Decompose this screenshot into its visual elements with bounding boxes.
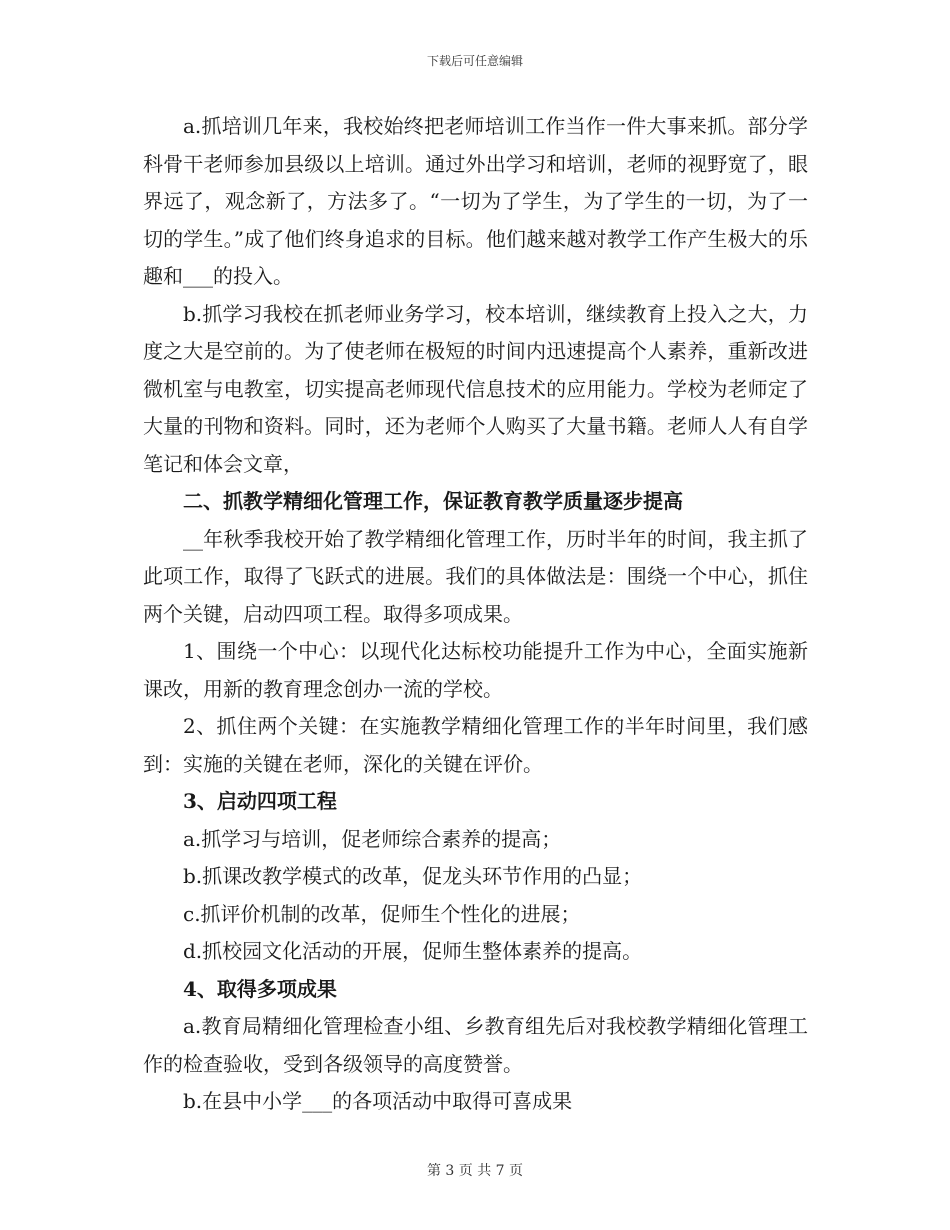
paragraph-one-center: 1、围绕一个中心：以现代化达标校功能提升工作为中心，全面实施新课改，用新的教育理念创办一流的学校。: [143, 639, 808, 701]
section-heading-two: 二、抓教学精细化管理工作，保证教育教学质量逐步提高: [183, 489, 683, 513]
paragraph-fine-management: __年秋季我校开始了教学精细化管理工作，历时半年的时间，我主抓了此项工作，取得了飞跃式的进展。我们的具体做法是：围绕一个中心，抓住两个关键，启动四项工程。取得多项成果。: [143, 526, 808, 626]
achievement-item-b: b.在县中小学___的各项活动中取得可喜成果: [183, 1089, 573, 1113]
subheading-achievements: 4、取得多项成果: [183, 976, 337, 1001]
document-body: [143, 108, 808, 1121]
list-item-c: c.抓评价机制的改革，促师生个性化的进展；: [183, 901, 581, 926]
achievement-item-a: a.教育局精细化管理检查小组、乡教育组先后对我校教学精细化管理工作的检查验收，受到各级领导的高度赞誉。: [143, 1014, 808, 1076]
paragraph-study: b.抓学习我校在抓老师业务学习，校本培训，继续教育上投入之大，力度之大是空前的。为了使老师在极短的时间内迅速提高个人素养，重新改进微机室与电教室，切实提高老师现代信息技术的应用能力。学校为老师定了大量的刊物和资料。同时，还为老师个人购买了大量书籍。老师人人有自学笔记和体会文章，: [143, 301, 808, 476]
paragraph-training: a.抓培训几年来，我校始终把老师培训工作当作一件大事来抓。部分学科骨干老师参加县级以上培训。通过外出学习和培训，老师的视野宽了，眼界远了，观念新了，方法多了。“一切为了学生，为了学生的一切，为了一切的学生。”成了他们终身追求的目标。他们越来越对教学工作产生极大的乐趣和___的投入。: [143, 114, 808, 288]
header-note: 下载后可任意编辑: [426, 54, 523, 68]
list-item-a: a.抓学习与培训，促老师综合素养的提高；: [183, 826, 562, 851]
list-item-b: b.抓课改教学模式的改革，促龙头环节作用的凸显；: [183, 864, 643, 888]
subheading-four-projects: 3、启动四项工程: [183, 789, 337, 813]
page-number: 第 3 页 共 7 页: [426, 1163, 524, 1179]
list-item-d: d.抓校园文化活动的开展，促师生整体素养的提高。: [183, 939, 643, 963]
paragraph-two-keys: 2、抓住两个关键：在实施教学精细化管理工作的半年时间里，我们感到：实施的关键在老师，深化的关键在评价。: [143, 714, 808, 776]
